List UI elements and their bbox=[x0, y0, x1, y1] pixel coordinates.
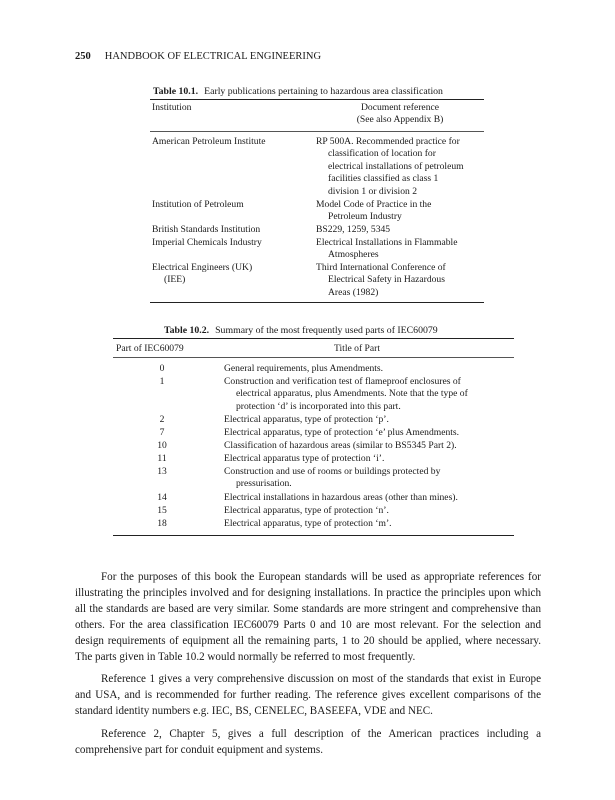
table2-part-number: 14 bbox=[157, 492, 167, 503]
running-header bbox=[75, 51, 321, 62]
table1-row-reference: Electrical Installations in Flammable Atmospheres bbox=[316, 237, 458, 261]
table1-row-institution: Imperial Chemicals Industry bbox=[152, 237, 262, 248]
table2-part-title: Construction and use of rooms or buildings protected by pressurisation. bbox=[224, 466, 441, 490]
table1-header-rule bbox=[150, 131, 484, 132]
table1-row-reference: Model Code of Practice in the Petroleum Industry bbox=[316, 199, 432, 223]
book-title: HANDBOOK OF ELECTRICAL ENGINEERING bbox=[104, 51, 322, 62]
table1-row-institution: British Standards Institution bbox=[152, 224, 261, 235]
body-text bbox=[75, 570, 541, 766]
table2-part-number: 13 bbox=[157, 466, 167, 477]
table1-row-institution: American Petroleum Institute bbox=[152, 136, 266, 147]
table2-header-title: Title of Part bbox=[333, 343, 381, 354]
table2-part-title: Electrical apparatus type of protection ‘i’. bbox=[224, 453, 385, 464]
table2-part-number: 18 bbox=[157, 518, 167, 529]
table1-top-rule bbox=[150, 99, 484, 100]
table2-part-title: Construction and verification test of flameproof enclosures of electrical apparatus, plus Amendments. Note that the type of protection ‘d’ is incorporated into this part. bbox=[224, 376, 468, 412]
table2-part-title: Classification of hazardous areas (similar to BS5345 Part 2). bbox=[224, 440, 457, 451]
paragraph: For the purposes of this book the European standards will be used as appropriate references for illustrating the principles involved and for designing installations. In practice the principles upon which all the standards are based are very similar. Some standards are more stringent and comprehensive than others. For the area classification IEC60079 Parts 0 and 10 are most relevant. For the selection and design requirements of equipment all the remaining parts, 1 to 20 should be applied, where necessary. The parts given in Table 10.2 would normally be referred to most frequently. bbox=[75, 571, 541, 663]
table1-caption bbox=[153, 86, 443, 97]
paragraph: Reference 1 gives a very comprehensive discussion on most of the standards that exist in Europe and USA, and is recommended for further reading. The reference gives excellent comparisons of the standard identity numbers e.g. IEC, BS, CENELEC, BASEEFA, VDE and NEC. bbox=[75, 673, 541, 718]
table2-part-number: 10 bbox=[157, 440, 167, 451]
table2-caption bbox=[164, 325, 438, 336]
table2-part-title: Electrical apparatus, type of protection ‘n’. bbox=[224, 505, 389, 516]
table2-top-rule bbox=[113, 338, 514, 339]
table1-label: Table 10.1. bbox=[153, 86, 199, 97]
table2-part-title: Electrical apparatus, type of protection ‘e’ plus Amendments. bbox=[224, 427, 460, 438]
table2-part-number: 2 bbox=[159, 414, 165, 425]
table2-part-number: 7 bbox=[159, 427, 165, 438]
table2-header-rule bbox=[113, 357, 514, 358]
table1-row-reference: BS229, 1259, 5345 bbox=[316, 224, 391, 235]
table1-header-reference: Document reference (See also Appendix B) bbox=[356, 102, 444, 126]
paragraph: Reference 2, Chapter 5, gives a full description of the American practices including a comprehensive part for conduit equipment and systems. bbox=[75, 728, 541, 757]
table1-row-institution: Institution of Petroleum bbox=[152, 199, 244, 210]
table2-part-number: 0 bbox=[159, 363, 165, 374]
table2-part-number: 11 bbox=[157, 453, 167, 464]
table2-part-title: General requirements, plus Amendments. bbox=[224, 363, 384, 374]
table2-part-title: Electrical apparatus, type of protection ‘p’. bbox=[224, 414, 389, 425]
table1-row-reference: RP 500A. Recommended practice for classification of location for electrical installations of petroleum facilities classified as class 1 division 1 or division 2 bbox=[316, 136, 464, 197]
table2-part-number: 15 bbox=[157, 505, 167, 516]
table1-row-institution: Electrical Engineers (UK) (IEE) bbox=[152, 262, 253, 286]
table1-bottom-rule bbox=[150, 302, 484, 303]
table1-caption-text: Early publications pertaining to hazardous area classification bbox=[204, 86, 443, 97]
table1-row-reference: Third International Conference of Electrical Safety in Hazardous Areas (1982) bbox=[316, 262, 446, 298]
table2-header-part: Part of IEC60079 bbox=[116, 343, 184, 354]
page-number: 250 bbox=[75, 51, 91, 62]
table2-part-number: 1 bbox=[159, 376, 165, 387]
table1-header-institution: Institution bbox=[152, 102, 192, 113]
table2-caption-text: Summary of the most frequently used parts of IEC60079 bbox=[215, 325, 438, 336]
table2-label: Table 10.2. bbox=[164, 325, 210, 336]
table2-bottom-rule bbox=[113, 535, 514, 536]
table2-part-title: Electrical installations in hazardous areas (other than mines). bbox=[224, 492, 458, 503]
table2-part-title: Electrical apparatus, type of protection ‘m’. bbox=[224, 518, 392, 529]
